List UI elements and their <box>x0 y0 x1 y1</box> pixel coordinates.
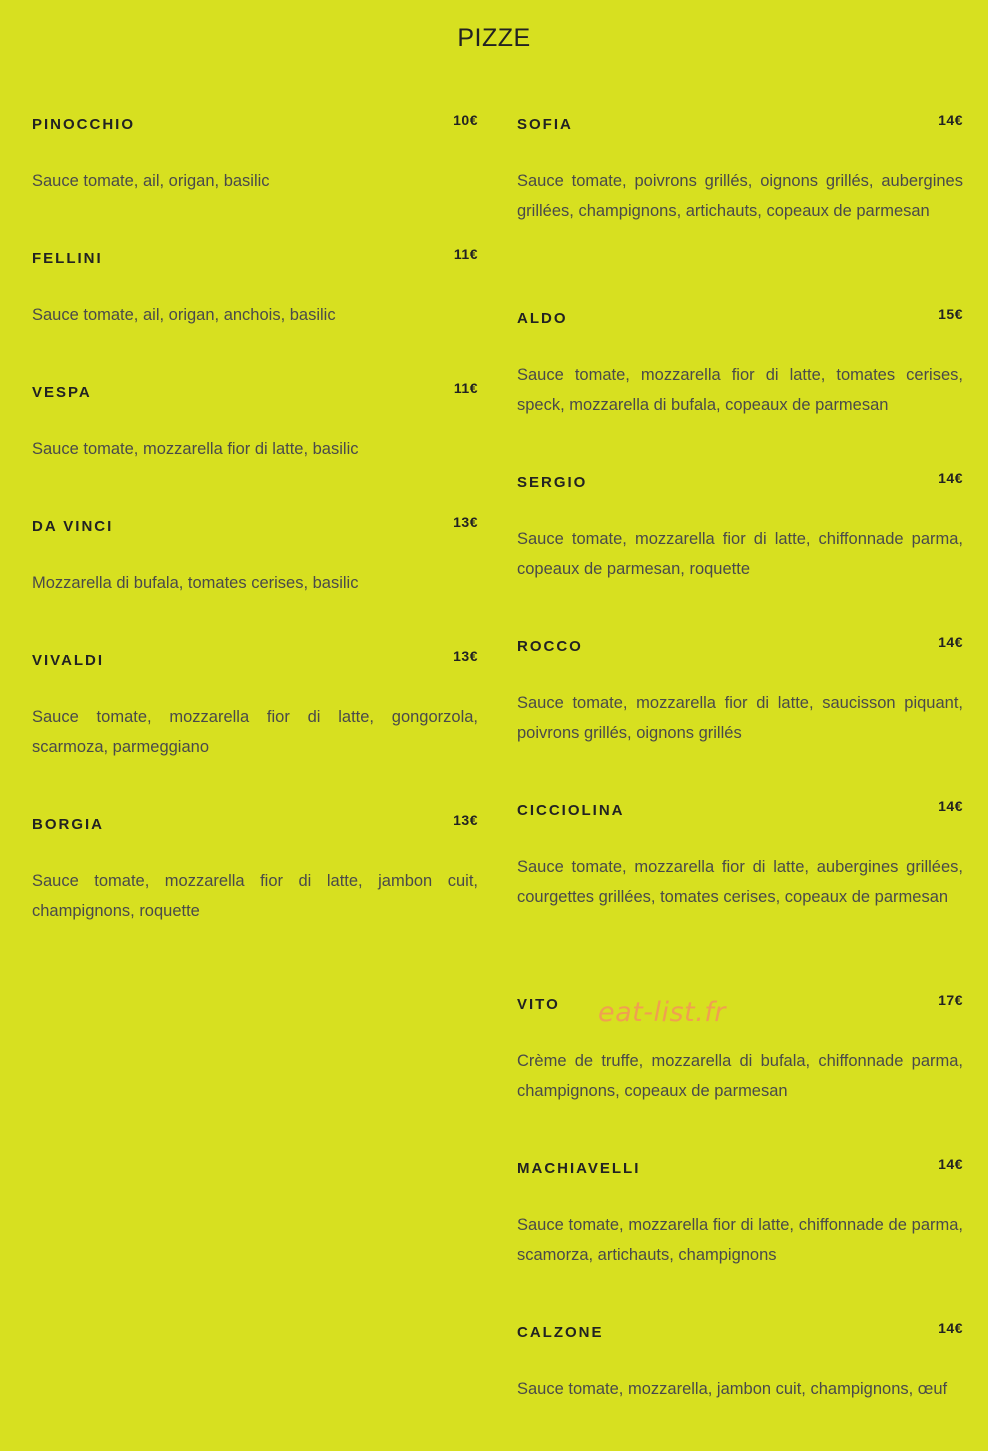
menu-item <box>32 808 478 926</box>
item-name: VIVALDI <box>32 652 105 669</box>
item-name: CALZONE <box>517 1324 604 1341</box>
item-description: Sauce tomate, mozzarella fior di latte, tomates cerises, speck, mozzarella di bufala, copeaux de parmesan <box>517 366 963 414</box>
item-description: Crème de truffe, mozzarella di bufala, chiffonnade parma, champignons, copeaux de parmesan <box>517 1052 963 1100</box>
item-price: 13€ <box>453 812 478 828</box>
item-name: VESPA <box>32 384 92 401</box>
item-description: Sauce tomate, mozzarella fior di latte, gongorzola, scarmoza, parmeggiano <box>32 708 478 756</box>
item-price: 17€ <box>938 992 963 1008</box>
menu-item <box>517 302 963 420</box>
item-price: 14€ <box>938 470 963 486</box>
item-description: Sauce tomate, mozzarella fior di latte, saucisson piquant, poivrons grillés, oignons grillés <box>517 694 963 742</box>
item-description: Sauce tomate, mozzarella fior di latte, jambon cuit, champignons, roquette <box>32 872 478 920</box>
item-name: ROCCO <box>517 638 583 655</box>
item-price: 15€ <box>938 306 963 322</box>
item-name: FELLINI <box>32 250 103 267</box>
item-description: Sauce tomate, poivrons grillés, oignons grillés, aubergines grillées, champignons, artichauts, copeaux de parmesan <box>517 172 963 220</box>
item-price: 13€ <box>453 648 478 664</box>
item-name: SOFIA <box>517 116 573 133</box>
item-description: Sauce tomate, mozzarella fior di latte, basilic <box>32 440 359 458</box>
menu-item <box>517 466 963 584</box>
item-name: PINOCCHIO <box>32 116 136 133</box>
item-name: VITO <box>517 996 560 1013</box>
item-name: BORGIA <box>32 816 104 833</box>
item-price: 14€ <box>938 1156 963 1172</box>
watermark: eat-list.fr <box>598 997 726 1028</box>
menu-item <box>32 376 478 464</box>
item-name: SERGIO <box>517 474 588 491</box>
item-description: Sauce tomate, mozzarella fior di latte, chiffonnade de parma, scamorza, artichauts, champignons <box>517 1216 963 1264</box>
menu-item <box>517 1152 963 1270</box>
menu-item <box>32 242 478 330</box>
menu-item <box>32 108 478 196</box>
item-description: Sauce tomate, ail, origan, anchois, basilic <box>32 306 336 324</box>
item-price: 10€ <box>453 112 478 128</box>
menu-item <box>517 988 963 1106</box>
item-price: 11€ <box>453 246 478 262</box>
menu-item <box>517 630 963 748</box>
item-price: 11€ <box>453 380 478 396</box>
item-price: 14€ <box>938 798 963 814</box>
item-price: 14€ <box>938 112 963 128</box>
item-name: MACHIAVELLI <box>517 1160 641 1177</box>
item-description: Sauce tomate, mozzarella, jambon cuit, champignons, œuf <box>517 1380 948 1398</box>
item-name: ALDO <box>517 310 568 327</box>
page-title: PIZZE <box>457 24 531 52</box>
item-name: CICCIOLINA <box>517 802 625 819</box>
item-price: 13€ <box>453 514 478 530</box>
item-description: Mozzarella di bufala, tomates cerises, basilic <box>32 574 359 592</box>
menu-item <box>517 1316 963 1404</box>
item-description: Sauce tomate, mozzarella fior di latte, chiffonnade parma, copeaux de parmesan, roquette <box>517 530 963 578</box>
menu-item <box>517 108 963 226</box>
item-price: 14€ <box>938 634 963 650</box>
item-price: 14€ <box>938 1320 963 1336</box>
item-description: Sauce tomate, mozzarella fior di latte, aubergines grillées, courgettes grillées, tomates cerises, copeaux de parmesan <box>517 858 963 906</box>
menu-item <box>32 644 478 762</box>
menu-item <box>32 510 478 598</box>
menu-item <box>517 794 963 912</box>
item-name: DA VINCI <box>32 518 114 535</box>
item-description: Sauce tomate, ail, origan, basilic <box>32 172 270 190</box>
